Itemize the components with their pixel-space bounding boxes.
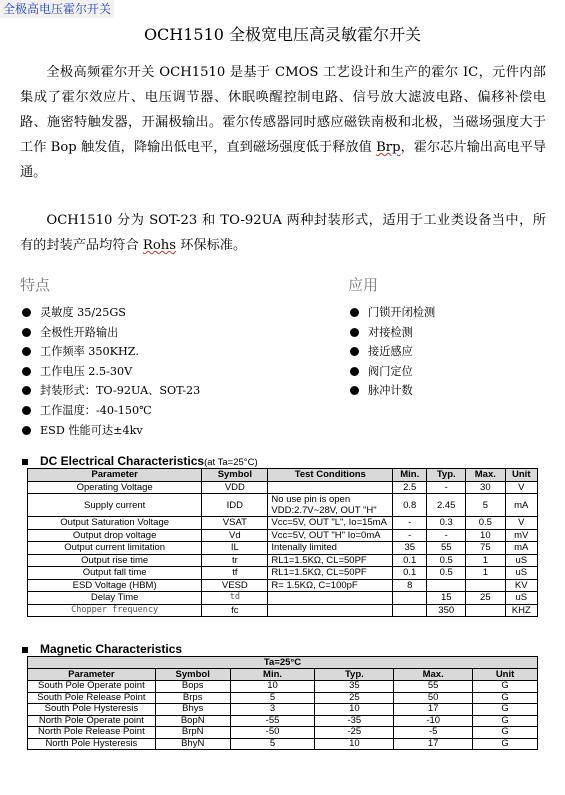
condition-cell <box>268 494 393 517</box>
param-cell: Output drop voltage <box>28 529 202 542</box>
symbol-cell: fc <box>202 604 268 617</box>
unit-cell: V <box>505 481 538 494</box>
bullet-icon <box>350 347 359 356</box>
features-heading: 特点 <box>20 276 51 294</box>
temperature-condition: Ta=25°C <box>28 657 538 669</box>
max-cell <box>466 579 505 592</box>
table-row <box>28 579 538 592</box>
typ-cell: 55 <box>427 542 466 555</box>
col-header: Min. <box>393 469 427 482</box>
param-cell: North Pole Operate point <box>28 715 156 727</box>
typ-cell: 0.5 <box>427 554 466 567</box>
applications-heading: 应用 <box>348 276 379 294</box>
condition-cell: Vcc=5V, OUT "H" Io=0mA <box>268 529 393 542</box>
table-row <box>28 567 538 580</box>
symbol-cell: Bhys <box>155 704 230 716</box>
symbol-cell: tf <box>202 567 268 580</box>
bullet-icon <box>350 367 359 376</box>
table-row <box>28 727 538 739</box>
feature-item: 工作电压 2.5-30V <box>20 362 200 382</box>
min-cell: 3 <box>230 704 315 716</box>
min-cell: 0.1 <box>393 554 427 567</box>
max-cell: -5 <box>394 727 473 739</box>
min-cell: 5 <box>230 692 315 704</box>
max-cell: 10 <box>466 529 505 542</box>
col-header: Unit <box>473 669 538 681</box>
typ-cell: 0.5 <box>427 567 466 580</box>
bullet-icon <box>350 308 359 317</box>
table-row <box>28 529 538 542</box>
bullet-icon <box>22 386 31 395</box>
dc-characteristics-table <box>27 468 538 617</box>
condition-cell: RL1=1.5KΩ, CL=50PF <box>268 567 393 580</box>
condition-cell <box>268 604 393 617</box>
bullet-icon <box>22 308 31 317</box>
condition-line-2: VDD:2.7V~28V, OUT "H" <box>271 505 377 516</box>
unit-cell: uS <box>505 567 538 580</box>
max-cell: 75 <box>466 542 505 555</box>
min-cell: 2.5 <box>393 481 427 494</box>
table-condition-row <box>28 657 538 669</box>
max-cell: 1 <box>466 567 505 580</box>
unit-cell: mA <box>505 542 538 555</box>
intro-paragraph-2: OCH1510 分为 SOT-23 和 TO-92UA 两种封装形式，适用于工业类设备当中，所有的封装产品均符合 Rohs 环保标准。 <box>20 213 546 253</box>
condition-line-1: No use pin is open <box>271 494 351 505</box>
application-item: 阀门定位 <box>348 362 435 382</box>
min-cell: 8 <box>393 579 427 592</box>
bullet-icon <box>22 426 31 435</box>
condition-cell <box>268 481 393 494</box>
condition-cell <box>268 592 393 605</box>
min-cell <box>393 604 427 617</box>
unit-cell: uS <box>505 592 538 605</box>
param-cell: North Pole Hysteresis <box>28 738 156 750</box>
symbol-cell: tr <box>202 554 268 567</box>
symbol-cell: BopN <box>155 715 230 727</box>
typ-cell: 2.45 <box>427 494 466 517</box>
col-header: Symbol <box>202 469 268 482</box>
col-header: Typ. <box>427 469 466 482</box>
max-cell: 17 <box>394 738 473 750</box>
min-cell: 5 <box>230 738 315 750</box>
unit-cell: mV <box>505 529 538 542</box>
symbol-cell: IDD <box>202 494 268 517</box>
max-cell: 50 <box>394 692 473 704</box>
bullet-icon <box>350 328 359 337</box>
bullet-icon <box>22 406 31 415</box>
param-cell: South Pole Release Point <box>28 692 156 704</box>
unit-cell: KV <box>505 579 538 592</box>
col-header: Parameter <box>28 469 202 482</box>
bullet-icon <box>22 328 31 337</box>
bullet-icon <box>22 367 31 376</box>
max-cell <box>466 604 505 617</box>
col-header: Typ. <box>315 669 394 681</box>
table-row <box>28 542 538 555</box>
document-title: OCH1510 全极宽电压高灵敏霍尔开关 <box>143 25 422 44</box>
col-header: Test Conditions <box>268 469 393 482</box>
typ-cell: 10 <box>315 738 394 750</box>
square-bullet-icon <box>22 459 28 465</box>
max-cell: -10 <box>394 715 473 727</box>
min-cell: -55 <box>230 715 315 727</box>
symbol-cell: Brps <box>155 692 230 704</box>
features-list <box>20 303 200 440</box>
table-header-row <box>28 469 538 482</box>
table-row <box>28 517 538 530</box>
bullet-icon <box>22 347 31 356</box>
applications-list <box>348 303 435 401</box>
unit-cell: mA <box>505 494 538 517</box>
col-header: Min. <box>230 669 315 681</box>
condition-cell: R= 1.5KΩ, C=100pF <box>268 579 393 592</box>
param-cell: ESD Voltage (HBM) <box>28 579 202 592</box>
param-cell: South Pole Operate point <box>28 681 156 693</box>
condition-cell: Vcc=5V, OUT "L", Io=15mA <box>268 517 393 530</box>
symbol-cell: VSAT <box>202 517 268 530</box>
unit-cell: uS <box>505 554 538 567</box>
application-item: 接近感应 <box>348 342 435 362</box>
min-cell: 0.1 <box>393 567 427 580</box>
col-header: Max. <box>394 669 473 681</box>
param-cell: North Pole Release Point <box>28 727 156 739</box>
unit-cell: G <box>473 681 538 693</box>
param-cell: Supply current <box>28 494 202 517</box>
dc-table-condition: (at Ta=25°C) <box>204 457 258 468</box>
param-cell: Output fall time <box>28 567 202 580</box>
min-cell: 10 <box>230 681 315 693</box>
magnetic-characteristics-table <box>27 656 538 750</box>
param-cell: Output Saturation Voltage <box>28 517 202 530</box>
min-cell: - <box>393 529 427 542</box>
param-cell: Delay Time <box>28 592 202 605</box>
typ-cell: 0.3 <box>427 517 466 530</box>
typ-cell: -35 <box>315 715 394 727</box>
feature-item: ESD 性能可达±4kv <box>20 421 200 441</box>
col-header: Unit <box>505 469 538 482</box>
condition-cell: Intenally limited <box>268 542 393 555</box>
corner-tag: 全极高电压霍尔开关 <box>0 0 114 18</box>
typ-cell: 10 <box>315 704 394 716</box>
col-header: Max. <box>466 469 505 482</box>
typ-cell: 25 <box>315 692 394 704</box>
spellcheck-word-brp: Brp <box>376 140 401 155</box>
table-row <box>28 481 538 494</box>
symbol-cell: VDD <box>202 481 268 494</box>
spellcheck-word-rohs: Rohs <box>142 238 177 253</box>
intro-paragraph-1: 全极高频霍尔开关 OCH1510 是基于 CMOS 工艺设计和生产的霍尔 IC，元件内部集成了霍尔效应片、电压调节器、休眠唤醒控制电路、信号放大滤波电路、偏移补偿电路、施密特触发器，开漏极输出。霍尔传感器同时感应磁铁南极和北极，当磁场强度大于工作 Bop 触发值，降输出低电平，直到磁场强度低于释放值 Brp，霍尔芯片输出高电平导通。 <box>20 65 546 180</box>
param-cell: Operating Voltage <box>28 481 202 494</box>
symbol-cell: td <box>202 592 268 605</box>
typ-cell: 350 <box>427 604 466 617</box>
min-cell <box>393 592 427 605</box>
max-cell: 0.5 <box>466 517 505 530</box>
bullet-icon <box>350 386 359 395</box>
typ-cell: 35 <box>315 681 394 693</box>
unit-cell: G <box>473 704 538 716</box>
typ-cell: - <box>427 481 466 494</box>
param-cell: Chopper frequency <box>28 604 202 617</box>
table-row <box>28 494 538 517</box>
max-cell: 17 <box>394 704 473 716</box>
max-cell: 25 <box>466 592 505 605</box>
param-cell: South Pole Hysteresis <box>28 704 156 716</box>
application-item: 门锁开闭检测 <box>348 303 435 323</box>
max-cell: 5 <box>466 494 505 517</box>
symbol-cell: Bops <box>155 681 230 693</box>
magnetic-table-heading: Magnetic Characteristics <box>22 642 182 656</box>
min-cell: 0.8 <box>393 494 427 517</box>
table-row <box>28 592 538 605</box>
unit-cell: G <box>473 715 538 727</box>
symbol-cell: IL <box>202 542 268 555</box>
min-cell: -50 <box>230 727 315 739</box>
unit-cell: V <box>505 517 538 530</box>
table-row <box>28 704 538 716</box>
table-header-row <box>28 669 538 681</box>
table-row <box>28 715 538 727</box>
unit-cell: G <box>473 727 538 739</box>
table-row <box>28 692 538 704</box>
feature-item: 全极性开路输出 <box>20 323 200 343</box>
max-cell: 1 <box>466 554 505 567</box>
feature-item: 灵敏度 35/25GS <box>20 303 200 323</box>
typ-cell: - <box>427 529 466 542</box>
max-cell: 30 <box>466 481 505 494</box>
table-row <box>28 554 538 567</box>
symbol-cell: BrpN <box>155 727 230 739</box>
symbol-cell: BhyN <box>155 738 230 750</box>
param-cell: Output current limitation <box>28 542 202 555</box>
symbol-cell: VESD <box>202 579 268 592</box>
square-bullet-icon <box>22 647 28 653</box>
feature-item: 工作频率 350KHZ. <box>20 342 200 362</box>
application-item: 对接检测 <box>348 323 435 343</box>
table-row <box>28 738 538 750</box>
min-cell: 35 <box>393 542 427 555</box>
col-header: Parameter <box>28 669 156 681</box>
typ-cell: 15 <box>427 592 466 605</box>
unit-cell: KHZ <box>505 604 538 617</box>
feature-item: 工作温度：-40-150℃ <box>20 401 200 421</box>
typ-cell: -25 <box>315 727 394 739</box>
feature-item: 封装形式：TO-92UA、SOT-23 <box>20 381 200 401</box>
unit-cell: G <box>473 738 538 750</box>
symbol-cell: Vd <box>202 529 268 542</box>
application-item: 脉冲计数 <box>348 381 435 401</box>
max-cell: 55 <box>394 681 473 693</box>
condition-cell: RL1=1.5KΩ, CL=50PF <box>268 554 393 567</box>
param-cell: Output rise time <box>28 554 202 567</box>
col-header: Symbol <box>155 669 230 681</box>
unit-cell: G <box>473 692 538 704</box>
min-cell: - <box>393 517 427 530</box>
dc-table-heading: DC Electrical Characteristics(at Ta=25°C) <box>22 454 258 468</box>
table-row <box>28 604 538 617</box>
table-row <box>28 681 538 693</box>
typ-cell <box>427 579 466 592</box>
